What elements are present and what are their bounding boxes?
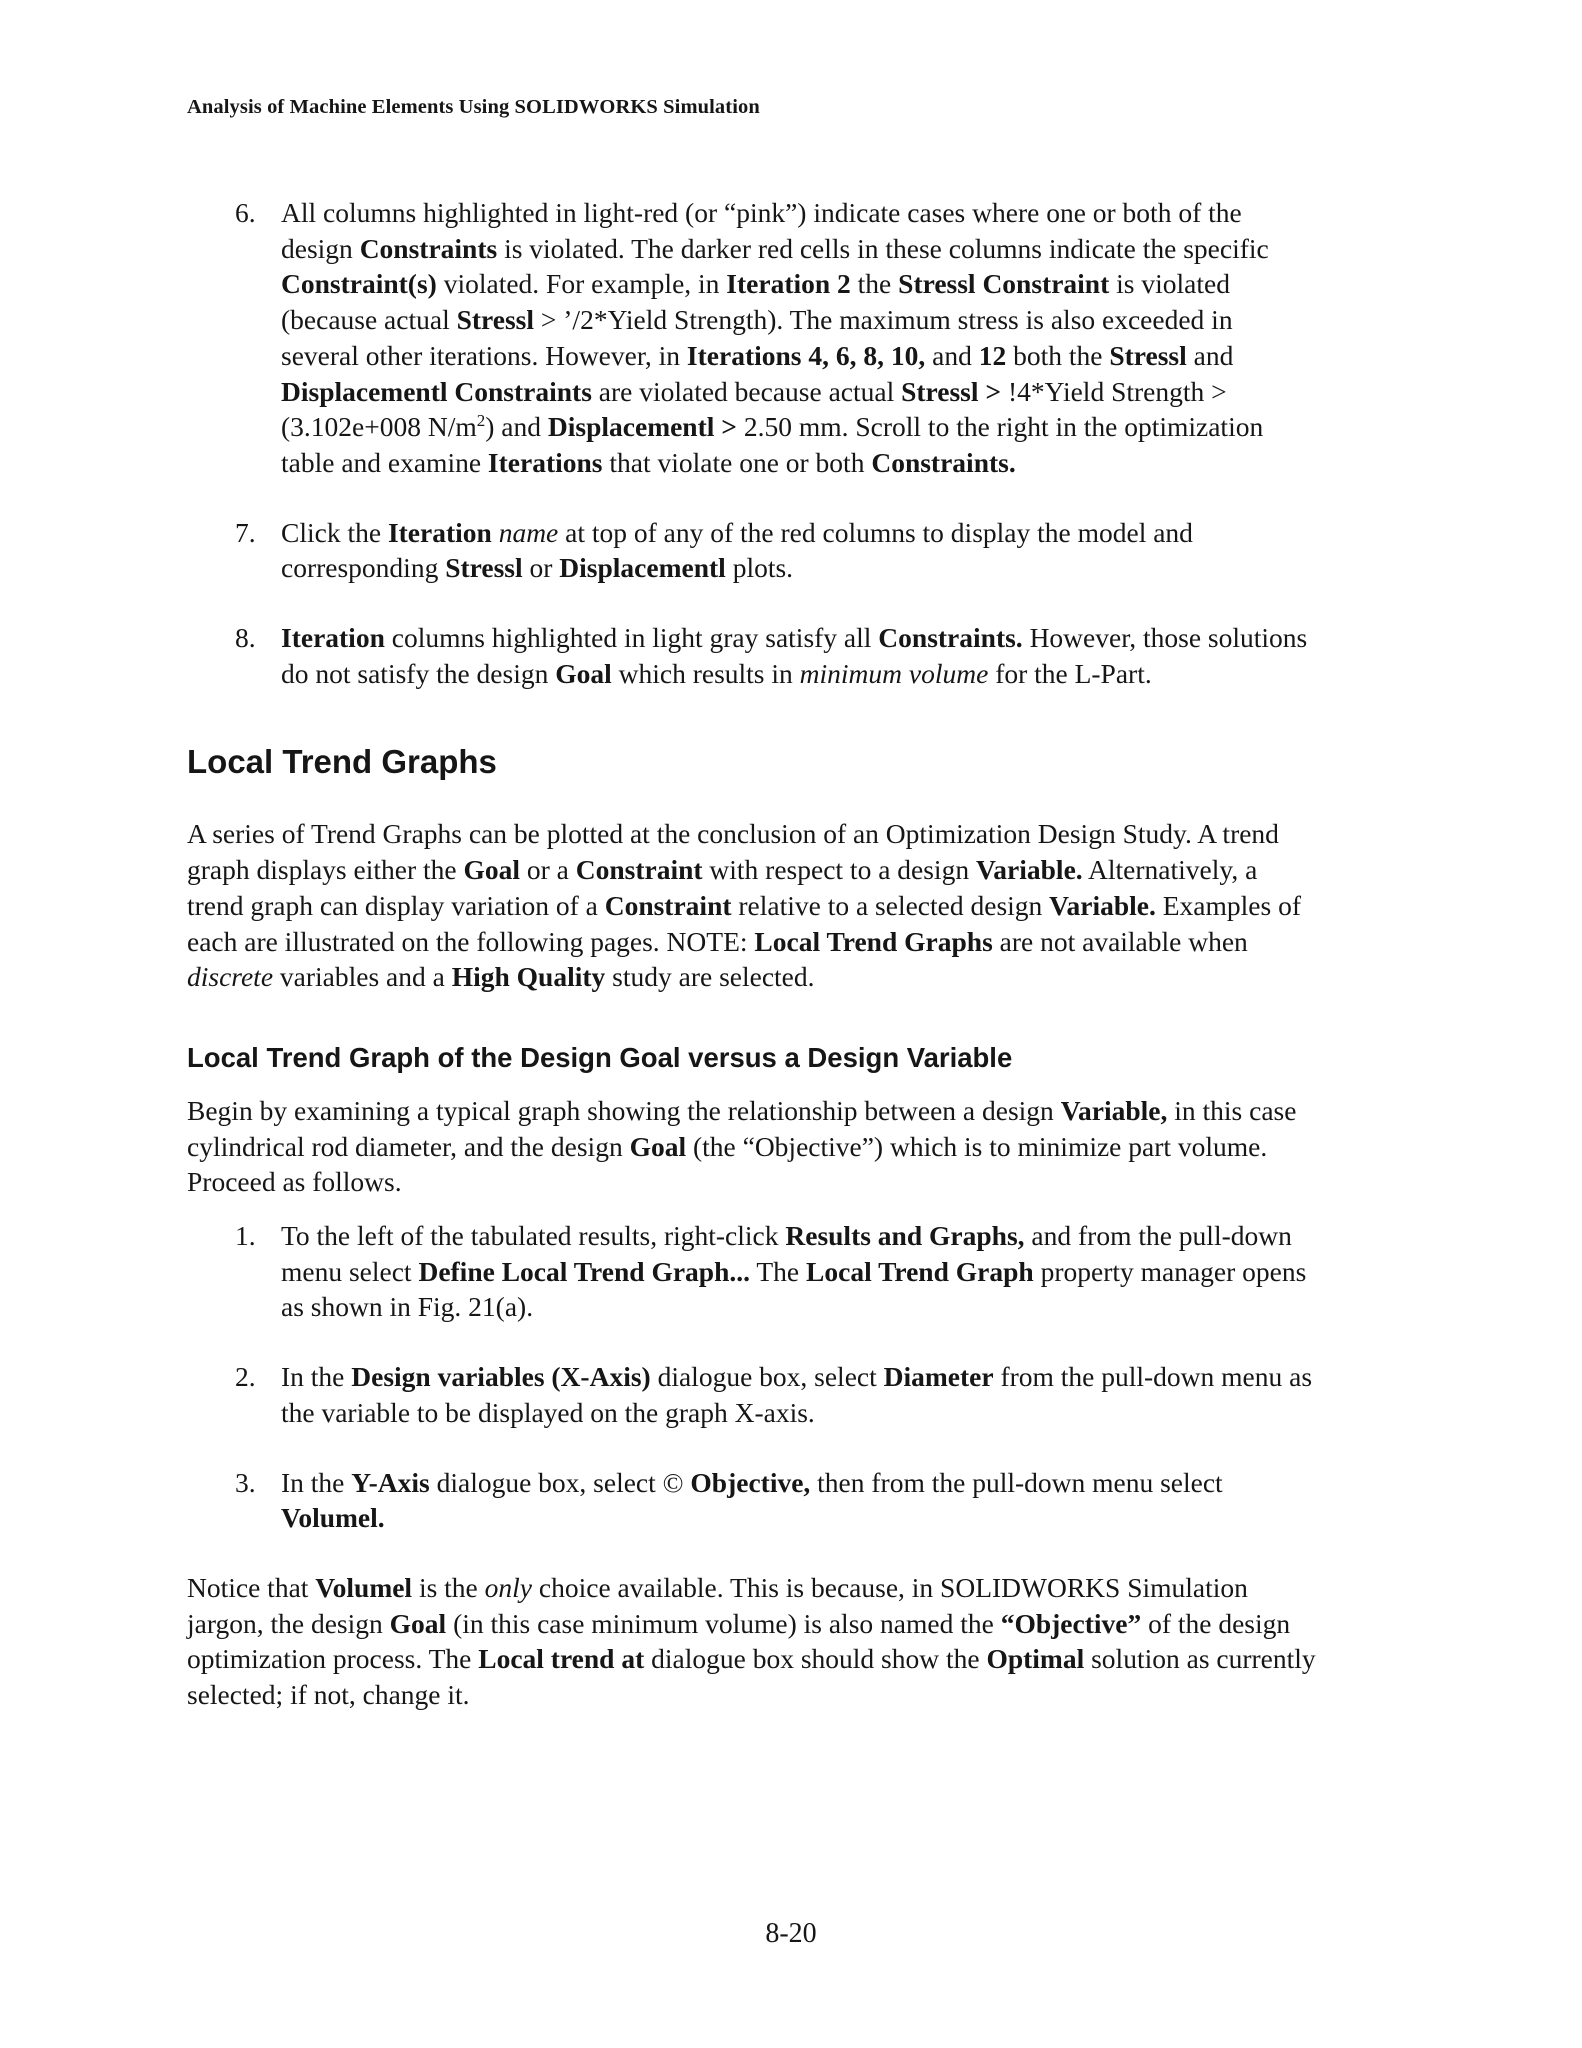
text-run: solution as currently selected; if not, change it. — [187, 1643, 1316, 1711]
subsection-intro-paragraph — [187, 1093, 1317, 1200]
running-header: Analysis of Machine Elements Using SOLIDWORKS Simulation — [187, 96, 760, 118]
emphasis-text: minimum volume — [799, 657, 989, 689]
text-run: Notice that — [187, 1571, 316, 1603]
page-number: 8-20 — [765, 1918, 817, 1949]
text-run: which results in — [611, 657, 800, 689]
bold-term: Iterations 4, 6, 8, 10, — [686, 339, 926, 371]
text-run: at top of any of the red columns to display the model and corresponding — [281, 516, 1193, 584]
bold-term: 12 — [978, 339, 1007, 371]
emphasis-text: discrete — [187, 961, 274, 993]
list-item-number: 2. — [235, 1361, 256, 1393]
emphasis-text: name — [498, 516, 559, 548]
bold-term: Volumel. — [281, 1502, 385, 1534]
text-run: and — [1186, 339, 1234, 371]
bold-term: Results and Graphs, — [785, 1220, 1025, 1252]
bold-term: Local Trend Graphs — [754, 925, 993, 957]
bold-term: Variable, — [1060, 1094, 1168, 1126]
bold-term: Iteration — [387, 516, 492, 548]
bold-term: Constraint — [604, 889, 732, 921]
text-run: relative to a selected design — [731, 889, 1050, 921]
text-run: To the left of the tabulated results, right-click — [281, 1220, 786, 1252]
list-item-text — [281, 197, 1269, 478]
text-run: are violated because actual — [591, 375, 902, 407]
bold-term: Optimal — [986, 1643, 1085, 1675]
bold-term: Volumel — [315, 1571, 413, 1603]
text-run: that violate one or both — [602, 446, 872, 478]
text-run: dialogue box, select © — [429, 1466, 691, 1498]
text-run: !4*Yield Strength > (3.102e+008 N/m — [281, 375, 1227, 443]
text-run: of the design optimization process. The — [187, 1607, 1291, 1675]
text-run: violated. For example, in — [436, 268, 727, 300]
bold-term: Design variables (X-Axis) — [351, 1361, 651, 1393]
bold-term: Iteration — [281, 622, 385, 654]
bold-term: Constraints. — [878, 622, 1023, 654]
bold-term: Displacementl — [559, 552, 726, 584]
text-run: plots. — [725, 552, 794, 584]
bold-term: Stressl Constraint — [898, 268, 1110, 300]
bold-term: Local Trend Graph — [806, 1255, 1034, 1287]
text-run: > ’/2*Yield Strength). The maximum stress is also exceeded in several other iterations. However, in — [281, 304, 1233, 371]
text-run: 2.50 mm. Scroll to the right in the optimization table and examine — [281, 411, 1264, 478]
section-intro-paragraph — [187, 816, 1317, 995]
bold-term: Iteration 2 — [726, 268, 851, 300]
list-item — [187, 1359, 1317, 1430]
list-item-number: 3. — [235, 1466, 256, 1498]
bold-term: Define Local Trend Graph... — [418, 1255, 750, 1287]
bold-term: Constraints — [359, 232, 498, 264]
list-item-text — [281, 1361, 1312, 1428]
list-item-number: 6. — [235, 197, 256, 228]
text-run: (in this case minimum volume) is also named the — [446, 1607, 1001, 1639]
text-run: then from the pull-down menu select — [810, 1466, 1223, 1498]
list-item-number: 7. — [235, 516, 256, 548]
list-item — [187, 1465, 1317, 1536]
bold-term: Constraint(s) — [281, 268, 437, 300]
text-run: dialogue box should show the — [644, 1643, 987, 1675]
bold-term: Constraint — [575, 854, 703, 886]
superscript: 2 — [476, 411, 486, 431]
iteration-notes-list — [187, 195, 1317, 691]
text-run: with respect to a design — [702, 854, 976, 886]
text-run — [492, 517, 499, 548]
bold-term: Stressl — [1109, 339, 1187, 371]
procedure-steps-list — [187, 1218, 1317, 1536]
bold-term: “Objective” — [1000, 1607, 1142, 1639]
emphasis-text: only — [484, 1571, 533, 1603]
text-run: is violated. The darker red cells in these columns indicate the specific — [497, 232, 1269, 264]
text-run: is violated (because actual — [281, 268, 1230, 336]
bold-term: Objective, — [690, 1466, 811, 1498]
text-run: Begin by examining a typical graph showing the relationship between a design — [187, 1094, 1061, 1126]
text-run: A series of Trend Graphs can be plotted at the conclusion of an Optimization Design Study. A trend graph displays either the — [187, 818, 1279, 886]
list-item-text — [281, 622, 1307, 689]
text-run: All columns highlighted in light-red (or “pink”) indicate cases where one or both of the design — [281, 197, 1242, 264]
bold-term: Displacementl > — [547, 411, 737, 443]
page-body — [187, 195, 1317, 1713]
text-run: from the pull-down menu as the variable to be displayed on the graph X-axis. — [281, 1361, 1313, 1428]
bold-term: Local trend at — [478, 1643, 645, 1675]
text-run: (the “Objective”) which is to minimize part volume. Proceed as follows. — [187, 1130, 1268, 1198]
bold-term: Goal — [463, 854, 520, 886]
text-run: ) and — [485, 411, 548, 443]
list-item — [187, 515, 1317, 586]
text-run: dialogue box, select — [650, 1361, 884, 1393]
bold-term: Stressl > — [901, 375, 1002, 407]
text-run: Alternatively, a trend graph can display variation of a — [187, 854, 1258, 921]
bold-term: Stressl — [445, 552, 523, 584]
text-run: for the L-Part. — [988, 657, 1152, 689]
text-run: study are selected. — [605, 961, 815, 993]
list-item-number: 8. — [235, 622, 256, 654]
text-run: both the — [1006, 339, 1110, 371]
bold-term: Goal — [389, 1607, 447, 1639]
bold-term: High Quality — [451, 961, 606, 993]
text-run: However, those solutions do not satisfy the design — [281, 622, 1308, 689]
bold-term: Goal — [555, 657, 612, 689]
text-run: Examples of each are illustrated on the following pages. NOTE: — [187, 889, 1301, 957]
text-run: property manager opens as shown in Fig. 21(a). — [281, 1255, 1307, 1323]
list-item — [187, 1218, 1317, 1325]
text-run: In the — [281, 1466, 352, 1498]
bold-term: Stressl — [456, 304, 535, 336]
text-run: and from the pull-down menu select — [281, 1220, 1292, 1287]
list-item — [187, 195, 1317, 481]
text-run: variables and a — [273, 961, 452, 993]
list-item-text — [281, 517, 1193, 584]
bold-term: Variable. — [1049, 889, 1156, 921]
text-run: are not available when — [992, 925, 1248, 957]
text-run: Click the — [281, 516, 388, 548]
text-run: and — [925, 339, 979, 371]
text-run: or a — [519, 854, 576, 886]
bold-term: Diameter — [883, 1361, 994, 1393]
closing-paragraph — [187, 1570, 1317, 1713]
text-run: in this case cylindrical rod diameter, and the design — [187, 1094, 1297, 1162]
list-item-text — [281, 1220, 1306, 1322]
text-run: choice available. This is because, in SOLIDWORKS Simulation jargon, the design — [187, 1571, 1248, 1639]
list-item-text — [281, 1467, 1223, 1534]
section-heading: Local Trend Graphs — [187, 743, 497, 781]
text-run: the — [850, 268, 899, 300]
text-run: In the — [281, 1361, 352, 1393]
text-run: is the — [412, 1571, 485, 1603]
bold-term: Y-Axis — [351, 1466, 430, 1498]
list-item — [187, 620, 1317, 691]
subsection-heading: Local Trend Graph of the Design Goal versus a Design Variable — [187, 1041, 1013, 1073]
text-run: The — [750, 1255, 807, 1287]
text-run: columns highlighted in light gray satisfy all — [384, 622, 879, 654]
bold-term: Variable. — [975, 854, 1083, 886]
bold-term: Goal — [629, 1130, 687, 1162]
text-run: or — [522, 552, 560, 584]
bold-term: Displacementl Constraints — [281, 375, 592, 407]
bold-term: Iterations — [487, 446, 603, 478]
list-item-number: 1. — [235, 1220, 256, 1252]
bold-term: Constraints. — [871, 446, 1016, 478]
